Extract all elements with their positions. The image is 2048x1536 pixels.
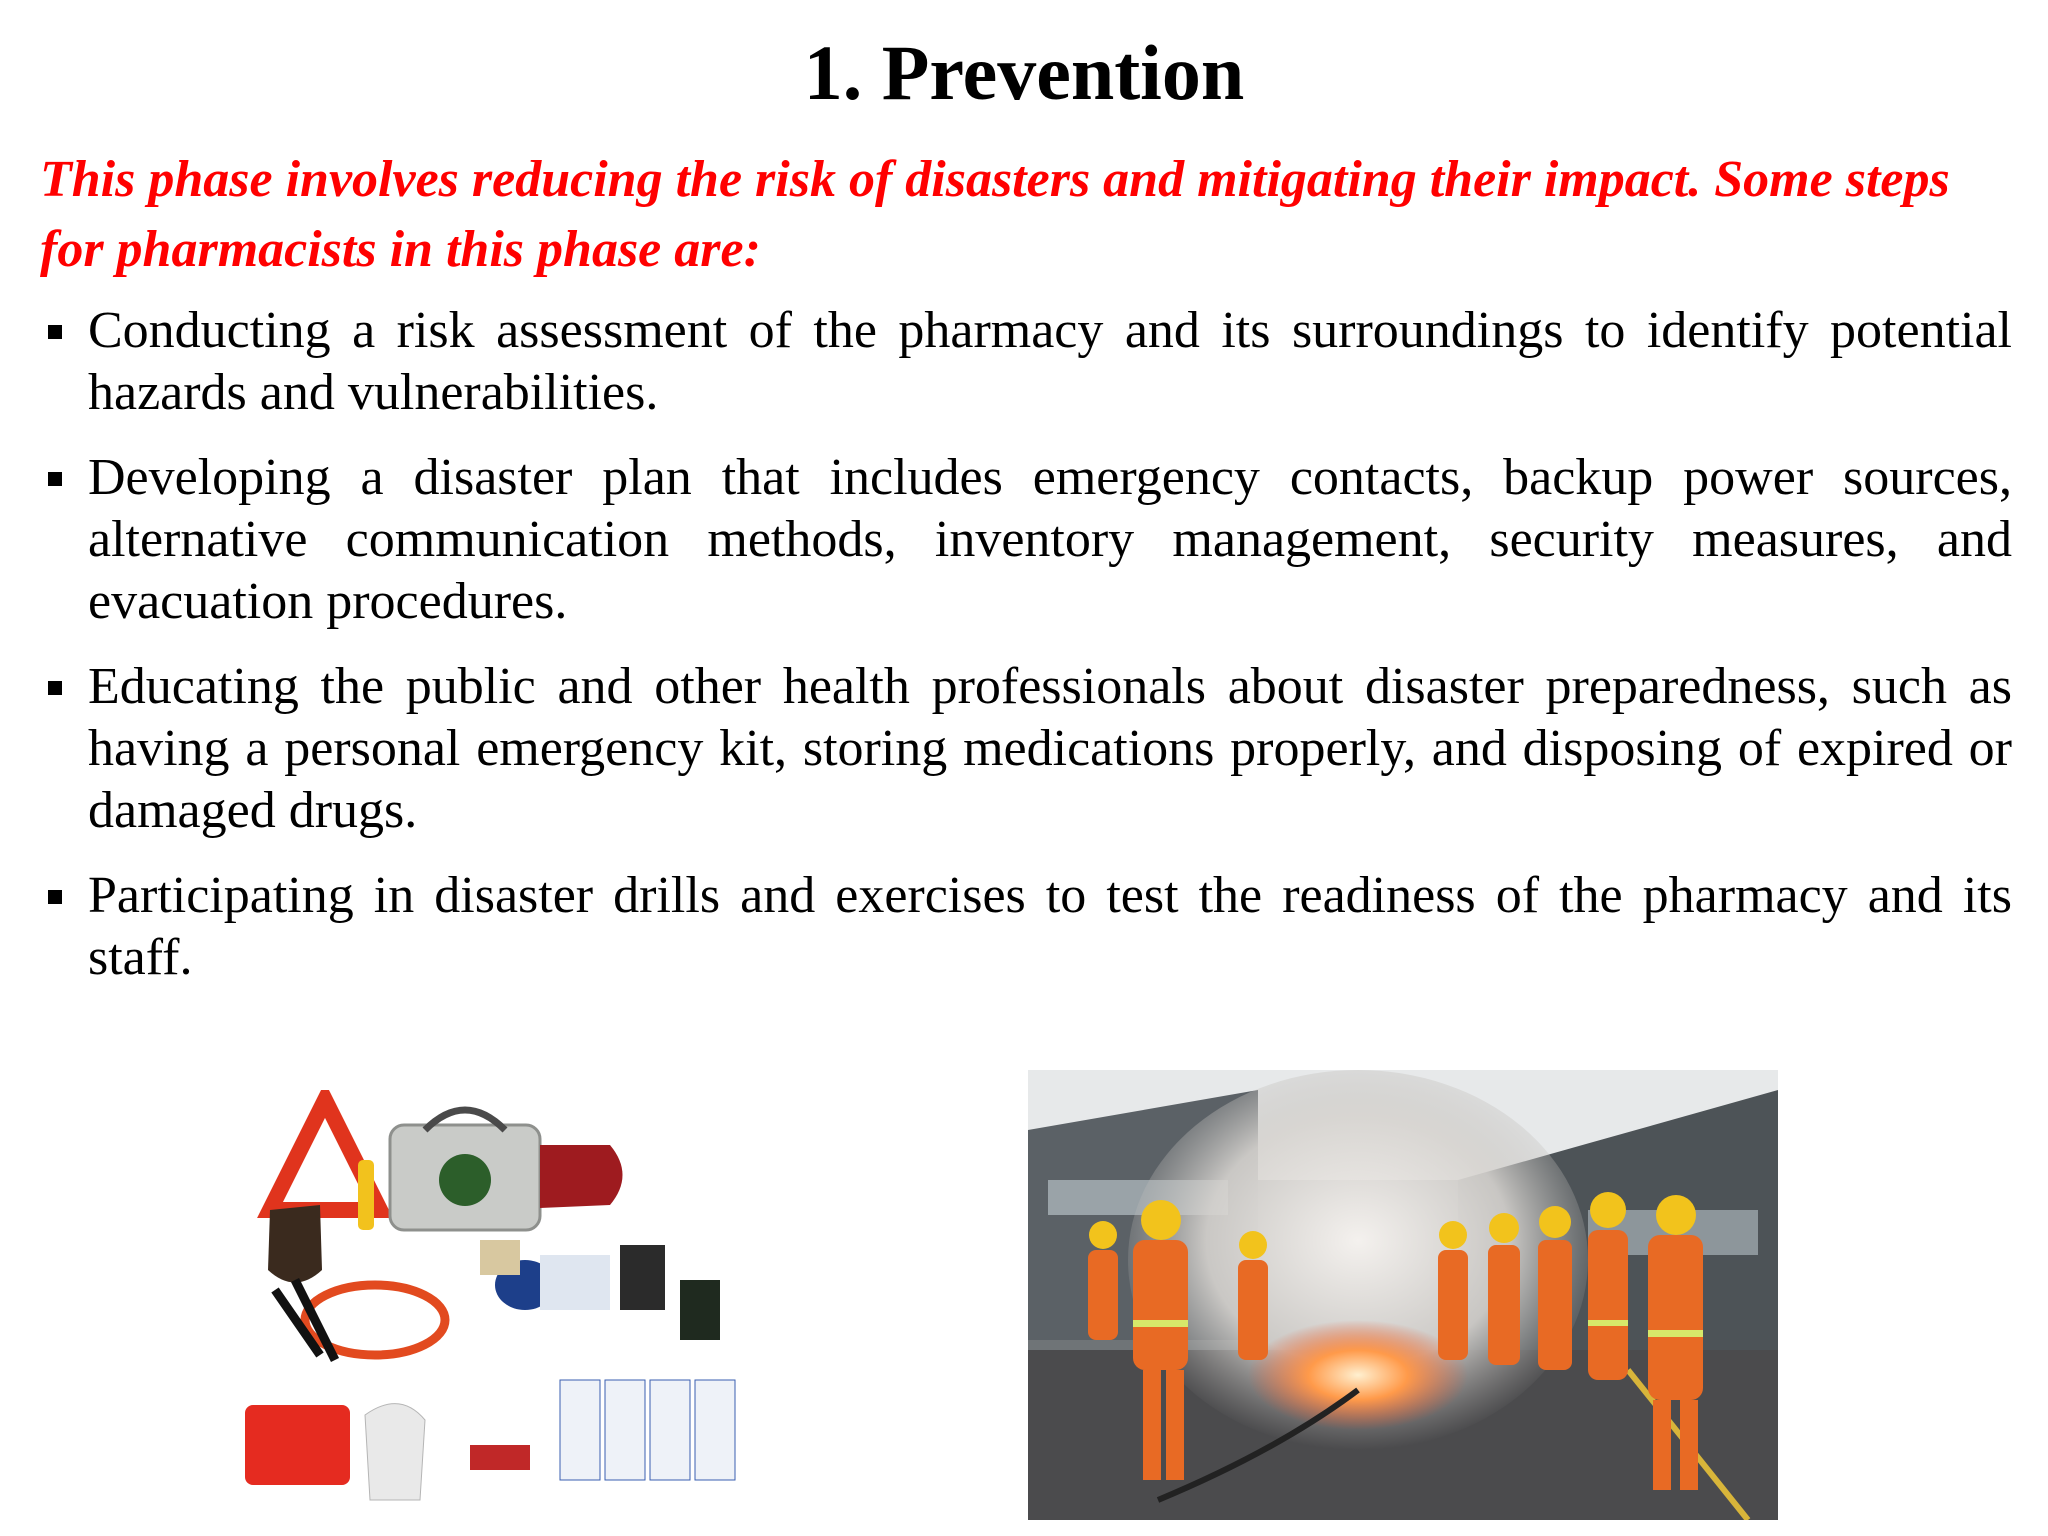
square-bullet-icon	[48, 325, 62, 339]
fire-blast	[1248, 1320, 1468, 1430]
water-pack-icon	[560, 1380, 600, 1480]
bullet-list	[40, 300, 2012, 1012]
fire-drill-image	[1028, 1070, 1778, 1520]
blanket-icon	[540, 1145, 623, 1208]
slide-title: 1. Prevention	[803, 29, 1245, 116]
flashlight-icon	[358, 1160, 374, 1230]
bullet-text: Developing a disaster plan that includes emergency contacts, backup power sources, alternative communication methods, inventory management, security measures, and evacuation procedures.	[88, 449, 2012, 630]
food-bar-icon	[470, 1445, 530, 1470]
emergency-kit-image	[240, 1090, 850, 1510]
bullet-item	[40, 865, 2012, 989]
first-aid-box-icon	[480, 1240, 520, 1275]
bullet-item	[40, 447, 2012, 633]
radio-icon	[620, 1245, 665, 1310]
bullet-item	[40, 300, 2012, 424]
square-bullet-icon	[48, 681, 62, 695]
bullet-text: Conducting a risk assessment of the pharmacy and its surroundings to identify potential hazards and vulnerabilities.	[88, 302, 2012, 421]
bullet-text: Educating the public and other health professionals about disaster preparedness, such as having a personal emergency kit, storing medications properly, and disposing of expired or damaged drugs.	[88, 658, 2012, 839]
gloves-icon	[365, 1404, 425, 1500]
intro-text: This phase involves reducing the risk of disasters and mitigating their impact. Some steps for pharmacists in this phase are:	[40, 151, 1950, 278]
square-bullet-icon	[48, 472, 62, 486]
pouch-icon	[245, 1405, 350, 1485]
bullet-item	[40, 656, 2012, 842]
square-bullet-icon	[48, 890, 62, 904]
shovel-icon	[268, 1205, 322, 1283]
bullet-text: Participating in disaster drills and exercises to test the readiness of the pharmacy and its staff.	[88, 867, 2012, 986]
